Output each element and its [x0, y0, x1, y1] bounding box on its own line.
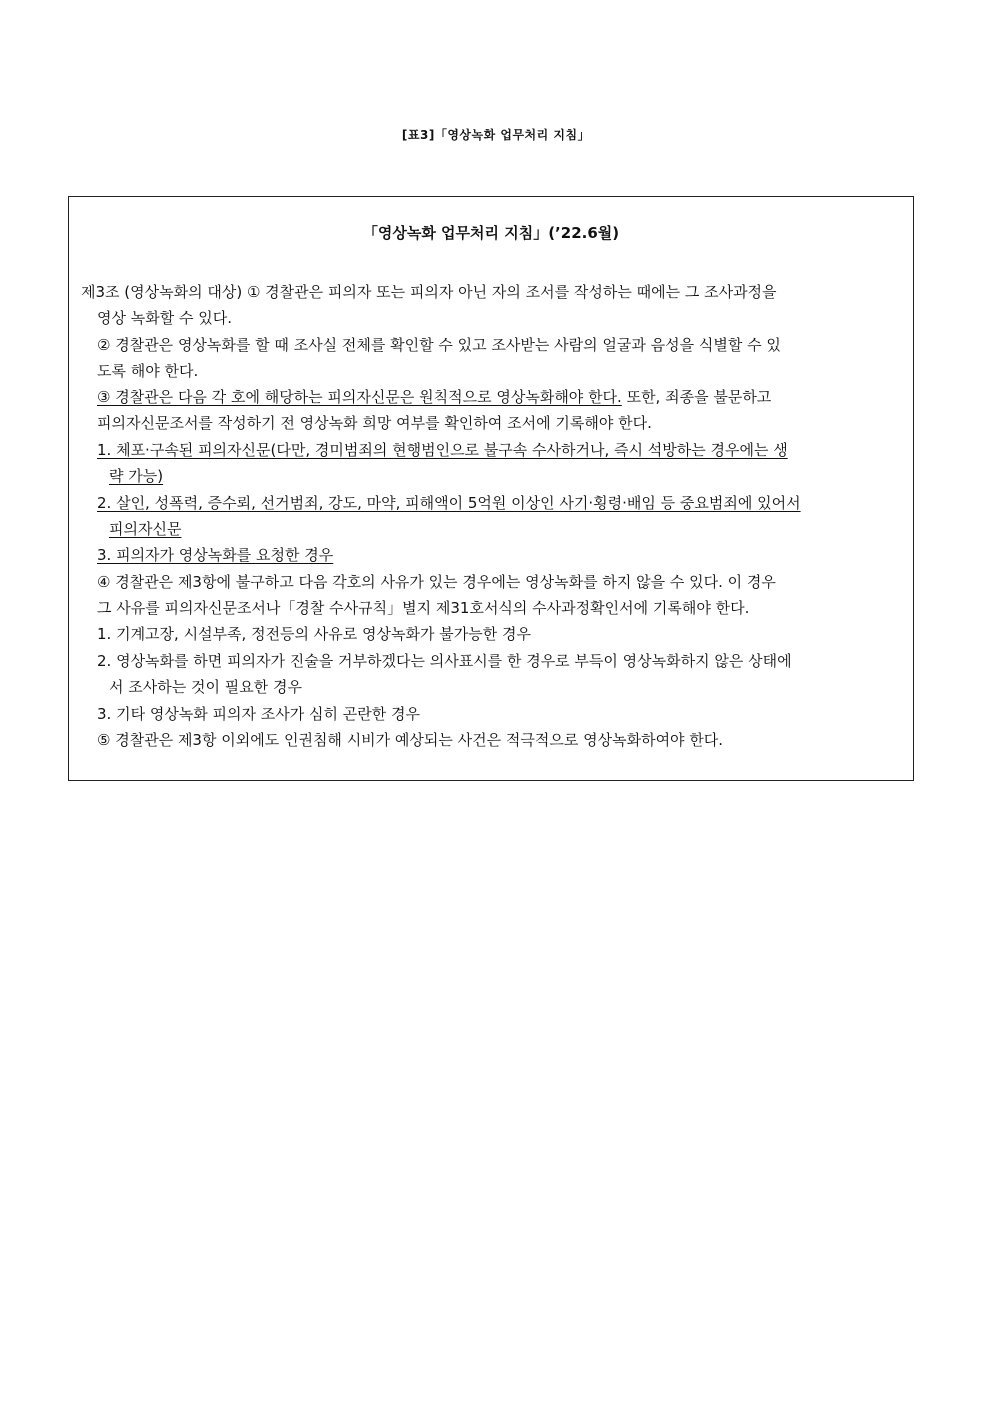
- article-3-line-2: 영상 녹화할 수 있다.: [97, 309, 232, 327]
- exception-2-line-1: 2. 영상녹화를 하면 피의자가 진술을 거부하겠다는 의사표시를 한 경우로 부득이 영상녹화하지 않은 상태에: [97, 652, 792, 670]
- paragraph-2-line-1: ② 경찰관은 영상녹화를 할 때 조사실 전체를 확인할 수 있고 조사받는 사람의 얼굴과 음성을 식별할 수 있: [97, 336, 781, 354]
- item-1-line-2: 략 가능): [109, 467, 164, 485]
- paragraph-3-line-1: [97, 387, 771, 407]
- page-title: [표3]「영상녹화 업무처리 지침」: [401, 128, 591, 142]
- paragraph-4-line-1: ④ 경찰관은 제3항에 불구하고 다음 각호의 사유가 있는 경우에는 영상녹화를 하지 않을 수 있다. 이 경우: [97, 573, 776, 591]
- exception-1-line: 1. 기계고장, 시설부족, 정전등의 사유로 영상녹화가 불가능한 경우: [97, 625, 531, 643]
- guideline-box: [68, 196, 914, 781]
- paragraph-3-line-2: 피의자신문조서를 작성하기 전 영상녹화 희망 여부를 확인하여 조서에 기록해야 한다.: [97, 414, 652, 432]
- exception-2-line-2: 서 조사하는 것이 필요한 경우: [109, 678, 302, 696]
- paragraph-5-line: ⑤ 경찰관은 제3항 이외에도 인권침해 시비가 예상되는 사건은 적극적으로 영상녹화하여야 한다.: [97, 731, 724, 749]
- box-title: 「영상녹화 업무처리 지침」(’22.6월): [362, 224, 620, 242]
- item-2-line-1: 2. 살인, 성폭력, 증수뢰, 선거범죄, 강도, 마약, 피해액이 5억원 이상인 사기·횡령·배임 등 중요범죄에 있어서: [97, 494, 801, 512]
- exception-3-line: 3. 기타 영상녹화 피의자 조사가 심히 곤란한 경우: [97, 705, 420, 723]
- item-1-line-1: 1. 체포·구속된 피의자신문(다만, 경미범죄의 현행범인으로 불구속 수사하거나, 즉시 석방하는 경우에는 생: [97, 441, 788, 459]
- article-3-line-1: 제3조 (영상녹화의 대상) ① 경찰관은 피의자 또는 피의자 아닌 자의 조서를 작성하는 때에는 그 조사과정을: [81, 283, 777, 301]
- item-3-line: 3. 피의자가 영상녹화를 요청한 경우: [97, 546, 334, 564]
- paragraph-3-underlined: ③ 경찰관은 다음 각 호에 해당하는 피의자신문은 원칙적으로 영상녹화해야 한다.: [97, 388, 622, 406]
- paragraph-3-rest: 또한, 죄종을 불문하고: [621, 388, 772, 406]
- paragraph-2-line-2: 도록 해야 한다.: [97, 362, 199, 380]
- paragraph-4-line-2: 그 사유를 피의자신문조서나「경찰 수사규칙」별지 제31호서식의 수사과정확인서에 기록해야 한다.: [97, 599, 750, 617]
- item-2-line-2: 피의자신문: [109, 520, 182, 538]
